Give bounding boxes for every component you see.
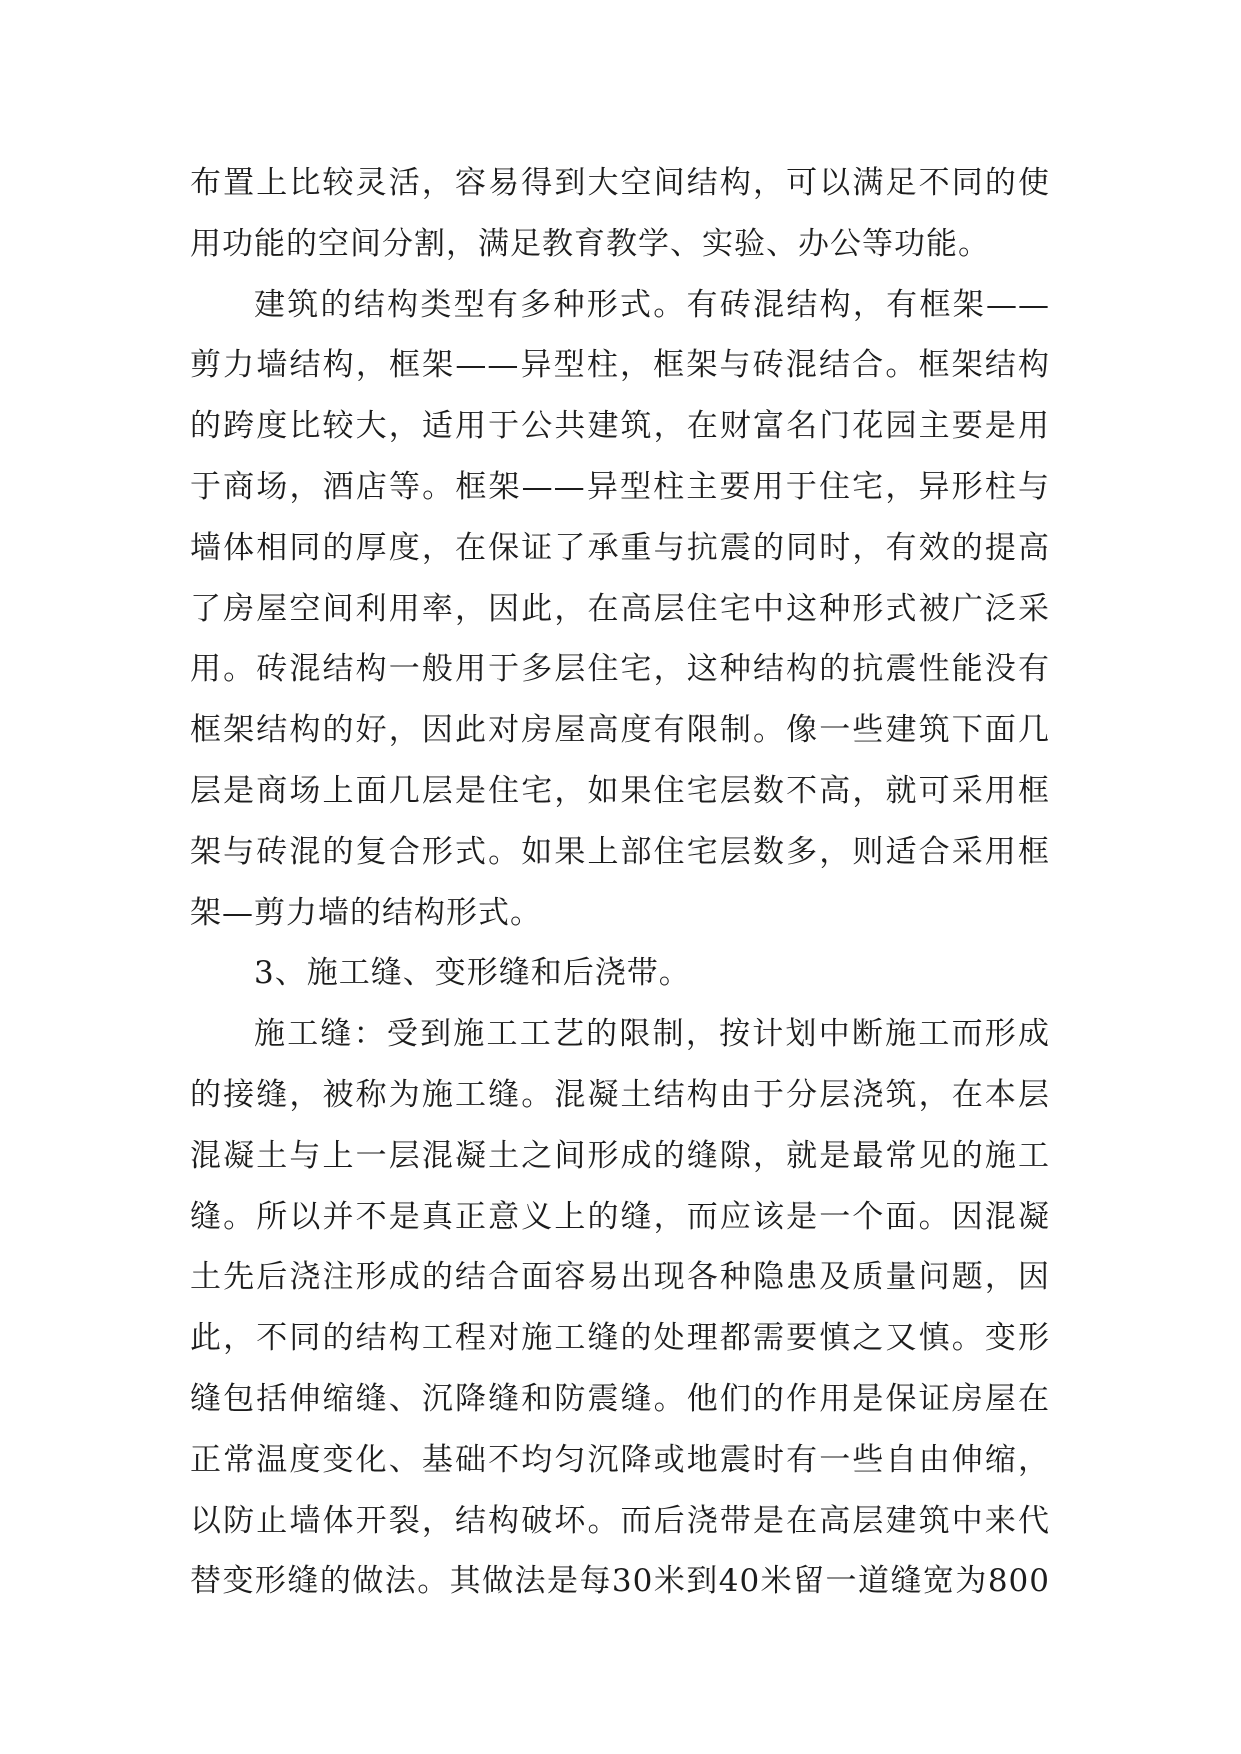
text-line: 的跨度比较大，适用于公共建筑，在财富名门花园主要是用 (190, 408, 1050, 445)
text-line: 的接缝，被称为施工缝。混凝土结构由于分层浇筑，在本层 (190, 1076, 1050, 1113)
text-line: 架—剪力墙的结构形式。 (190, 894, 542, 931)
text-line: 土先后浇注形成的结合面容易出现各种隐患及质量问题，因 (190, 1259, 1050, 1296)
text-line: 用。砖混结构一般用于多层住宅，这种结构的抗震性能没有 (190, 651, 1050, 688)
text-line: 框架结构的好，因此对房屋高度有限制。像一些建筑下面几 (190, 712, 1050, 749)
text-line: 替变形缝的做法。其做法是每30米到40米留一道缝宽为800 (190, 1563, 1050, 1600)
text-line: 于商场，酒店等。框架——异型柱主要用于住宅，异形柱与 (190, 468, 1050, 505)
paragraph-start-line: 施工缝：受到施工工艺的限制，按计划中断施工而形成 (254, 1016, 1050, 1053)
text-line: 布置上比较灵活，容易得到大空间结构，可以满足不同的使 (190, 165, 1050, 201)
section-heading: 3、施工缝、变形缝和后浇带。 (254, 955, 691, 992)
text-line: 此，不同的结构工程对施工缝的处理都需要慎之又慎。变形 (190, 1320, 1050, 1357)
body-text (190, 153, 1050, 1612)
text-line: 用功能的空间分割，满足教育教学、实验、办公等功能。 (190, 225, 990, 262)
text-line: 混凝土与上一层混凝土之间形成的缝隙，就是最常见的施工 (190, 1137, 1050, 1174)
text-line: 剪力墙结构，框架——异型柱，框架与砖混结合。框架结构 (190, 347, 1050, 384)
text-line: 正常温度变化、基础不均匀沉降或地震时有一些自由伸缩， (190, 1441, 1050, 1478)
text-line: 层是商场上面几层是住宅，如果住宅层数不高，就可采用框 (190, 772, 1050, 809)
text-line: 缝。所以并不是真正意义上的缝，而应该是一个面。因混凝 (190, 1198, 1050, 1235)
text-line: 架与砖混的复合形式。如果上部住宅层数多，则适合采用框 (190, 833, 1050, 870)
paragraph-start-line: 建筑的结构类型有多种形式。有砖混结构，有框架—— (254, 286, 1050, 323)
text-line: 墙体相同的厚度，在保证了承重与抗震的同时，有效的提高 (190, 529, 1050, 566)
text-line: 了房屋空间利用率，因此，在高层住宅中这种形式被广泛采 (190, 590, 1050, 627)
text-line: 以防止墙体开裂，结构破坏。而后浇带是在高层建筑中来代 (190, 1502, 1050, 1539)
text-line: 缝包括伸缩缝、沉降缝和防震缝。他们的作用是保证房屋在 (190, 1380, 1050, 1417)
